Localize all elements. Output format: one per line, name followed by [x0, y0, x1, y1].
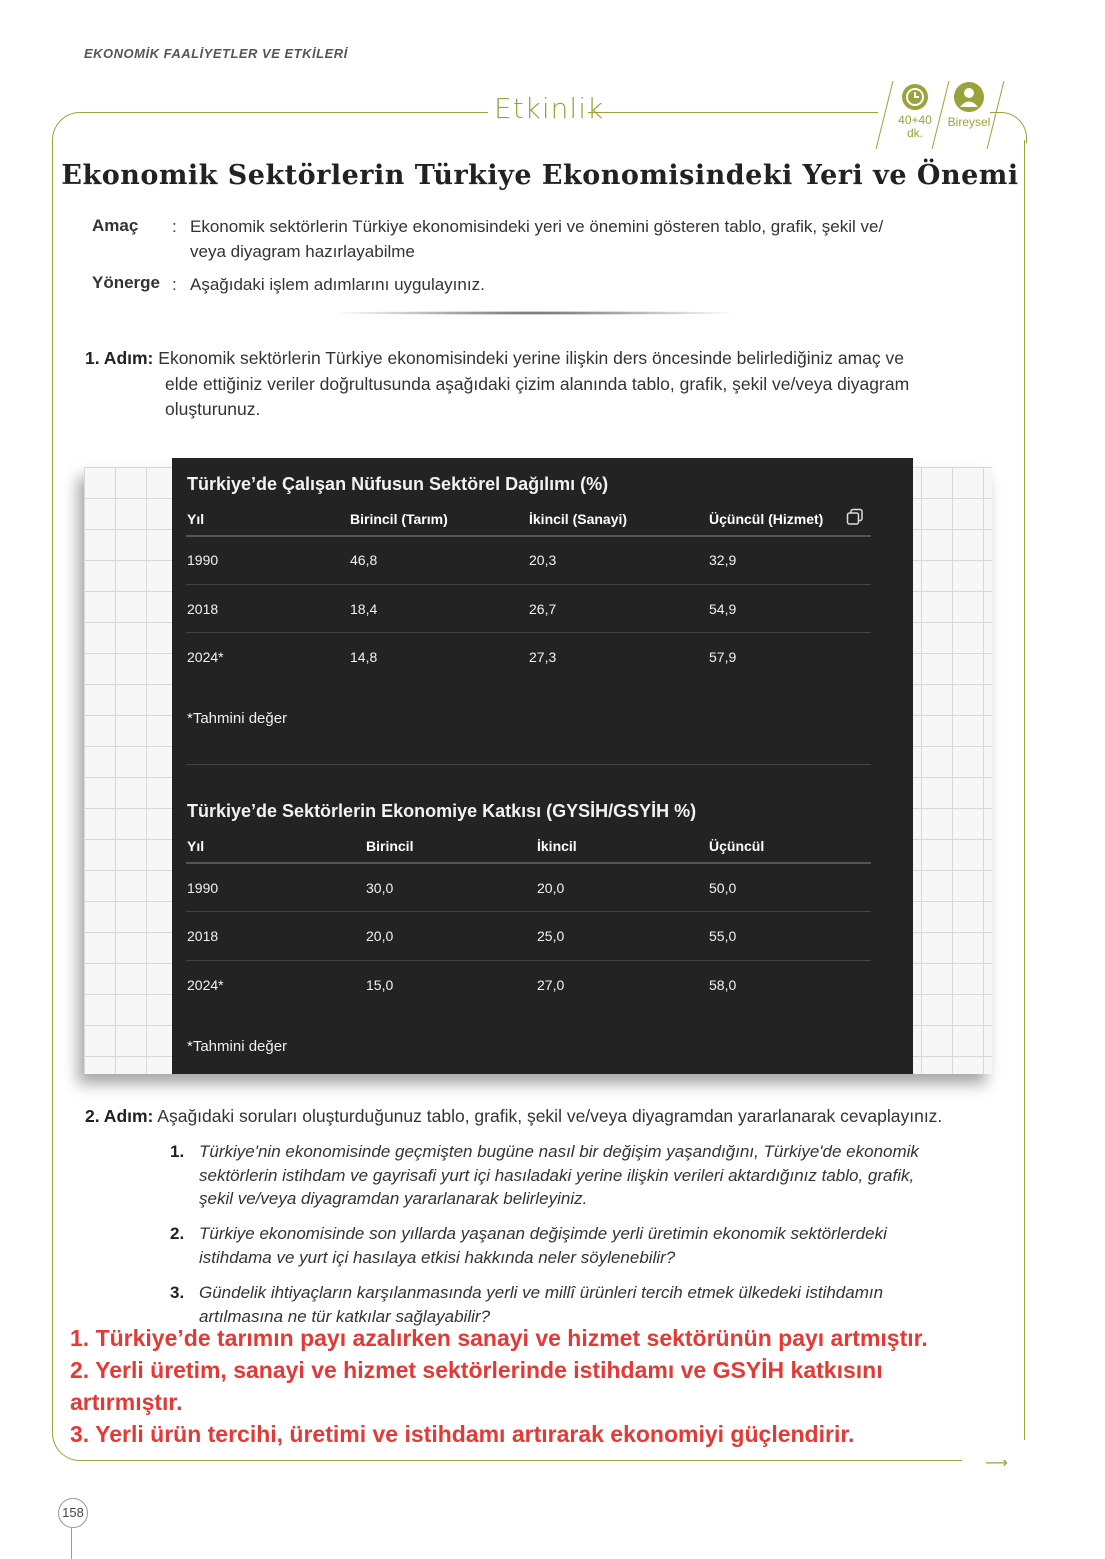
page-number: 158	[58, 1498, 88, 1528]
table2-note: *Tahmini değer	[187, 1038, 288, 1055]
table2-header-rule	[186, 862, 871, 864]
table-cell: 1990	[187, 880, 219, 896]
activity-label: Etkinlik	[494, 92, 605, 125]
question-1	[199, 1140, 999, 1211]
frame-bottom-line	[80, 1460, 962, 1461]
question-number: 3.	[170, 1283, 185, 1302]
table2-header-secondary: İkincil	[537, 838, 577, 854]
step1-label: 1. Adım:	[85, 348, 154, 368]
question-line: sektörlerin istihdam ve gayrisafi yurt içi hasıladaki yerine ilişkin verileri aktardığınız tablo, grafik,	[199, 1165, 915, 1185]
question-2	[199, 1222, 999, 1269]
answer-1: 1. Türkiye’de tarımın payı azalırken sanayi ve hizmet sektörünün payı artmıştır.	[70, 1325, 928, 1351]
table-cell: 50,0	[709, 880, 737, 896]
table2-header-primary: Birincil	[366, 838, 414, 854]
time-unit: dk.	[906, 126, 923, 140]
question-3	[199, 1281, 999, 1328]
table-cell: 30,0	[366, 880, 394, 896]
amac-line-2: veya diyagram hazırlayabilme	[190, 242, 415, 261]
divider	[340, 311, 730, 315]
table-cell: 14,8	[350, 649, 378, 665]
mode-badge	[944, 84, 994, 129]
step1-line-3: oluşturunuz.	[165, 399, 261, 419]
table-cell: 58,0	[709, 977, 737, 993]
step2-text: Aşağıdaki soruları oluşturduğunuz tablo, grafik, şekil ve/veya diyagramdan yararlanarak cevaplayınız.	[157, 1106, 943, 1126]
step1	[85, 346, 1005, 423]
question-number: 2.	[170, 1224, 185, 1243]
arrow-right-icon: ⟶	[985, 1455, 1008, 1472]
question-line: istihdama ve yurt içi hasılaya etkisi hakkında neler söylenebilir?	[199, 1247, 676, 1267]
copy-icon[interactable]	[846, 508, 864, 531]
question-line: Türkiye ekonomisinde son yıllarda yaşanan değişimde yerli üretimin ekonomik sektörlerdeki	[199, 1224, 887, 1243]
table1-header-secondary: İkincil (Sanayi)	[529, 511, 628, 527]
table2-header-tertiary: Üçüncül	[709, 838, 765, 854]
frame-top-left	[52, 112, 488, 143]
table1-header-primary: Birincil (Tarım)	[350, 511, 448, 527]
amac-colon: :	[172, 217, 177, 236]
table-cell: 1990	[187, 552, 219, 568]
table-row-rule	[186, 584, 871, 585]
activity-title: Ekonomik Sektörlerin Türkiye Ekonomisindeki Yeri ve Önemi	[61, 160, 1019, 191]
table-cell: 15,0	[366, 977, 394, 993]
table-cell: 55,0	[709, 928, 737, 944]
question-number: 1.	[170, 1142, 185, 1161]
step1-line-1: Ekonomik sektörlerin Türkiye ekonomisindeki yerine ilişkin ders öncesinde belirlediğiniz amaç ve	[158, 348, 904, 368]
frame-right-line	[1024, 140, 1025, 1440]
answer-2-line-2: artırmıştır.	[70, 1389, 183, 1415]
table1-title: Türkiye’de Çalışan Nüfusun Sektörel Dağılımı (%)	[187, 474, 609, 494]
step2-label: 2. Adım:	[85, 1106, 154, 1126]
amac-label: Amaç	[92, 216, 139, 235]
answer-2-line-1: 2. Yerli üretim, sanayi ve hizmet sektörlerinde istihdamı ve GSYİH katkısını	[70, 1357, 883, 1383]
step1-line-2: elde ettiğiniz veriler doğrultusunda aşağıdaki çizim alanında tablo, grafik, şekil ve/veya diyagram	[165, 373, 910, 394]
question-line: Gündelik ihtiyaçların karşılanmasında yerli ve millî ürünleri tercih etmek ülkedeki istihdamın	[199, 1283, 884, 1302]
table-cell: 27,3	[529, 649, 557, 665]
badge-divider	[876, 81, 894, 149]
amac-line-1: Ekonomik sektörlerin Türkiye ekonomisindeki yeri ve önemini gösteren tablo, grafik, şekil ve/	[190, 217, 884, 236]
page-number-line	[71, 1528, 72, 1559]
table2-header-year: Yıl	[187, 838, 205, 854]
time-badge	[893, 84, 937, 140]
tables-panel	[172, 458, 913, 1074]
table-cell: 20,0	[537, 880, 565, 896]
table-cell: 25,0	[537, 928, 565, 944]
table-row-rule	[186, 632, 871, 633]
table-cell: 2018	[187, 928, 219, 944]
table-cell: 57,9	[709, 649, 737, 665]
yonerge-label: Yönerge	[92, 273, 161, 292]
table-cell: 2018	[187, 601, 219, 617]
table-cell: 32,9	[709, 552, 737, 568]
clock-icon	[902, 84, 928, 110]
table-cell: 20,3	[529, 552, 557, 568]
person-icon	[954, 82, 984, 112]
table1-header-year: Yıl	[187, 511, 205, 527]
yonerge-text: Aşağıdaki işlem adımlarını uygulayınız.	[190, 275, 485, 294]
yonerge-colon: :	[172, 275, 177, 294]
table-cell: 54,9	[709, 601, 737, 617]
table1-header-tertiary: Üçüncül (Hizmet)	[709, 511, 824, 527]
table-cell: 2024*	[187, 649, 224, 665]
question-line: şekil ve/veya diyagramdan yararlanarak belirleyiniz.	[199, 1189, 588, 1208]
question-line: Türkiye'nin ekonomisinde geçmişten bugüne nasıl bir değişim yaşandığını, Türkiye'de ekonomik	[199, 1142, 919, 1161]
answers-overlay	[70, 1322, 1030, 1450]
table-cell: 46,8	[350, 552, 378, 568]
question-line: artılmasına ne tür katkılar sağlayabilir?	[199, 1306, 491, 1326]
table-cell: 20,0	[366, 928, 394, 944]
table2-title: Türkiye’de Sektörlerin Ekonomiye Katkısı (GYSİH/GSYİH %)	[187, 801, 697, 821]
table-cell: 27,0	[537, 977, 565, 993]
table-separator	[186, 764, 871, 765]
table-cell: 2024*	[187, 977, 224, 993]
time-value: 40+40	[898, 113, 932, 127]
step2	[85, 1104, 1005, 1130]
frame-left-line	[52, 140, 53, 1432]
frame-top-right	[588, 112, 878, 113]
table-cell: 18,4	[350, 601, 378, 617]
table-row-rule	[186, 911, 871, 912]
table-row-rule	[186, 960, 871, 961]
table1-note: *Tahmini değer	[187, 710, 288, 727]
mode-value: Bireysel	[947, 115, 991, 129]
amac-text	[190, 214, 1010, 264]
table1-header-rule	[186, 535, 871, 537]
table-cell: 26,7	[529, 601, 557, 617]
answer-3: 3. Yerli ürün tercihi, üretimi ve istihdamı artırarak ekonomiyi güçlendirir.	[70, 1421, 855, 1447]
section-header: EKONOMİK FAALİYETLER VE ETKİLERİ	[84, 46, 348, 61]
